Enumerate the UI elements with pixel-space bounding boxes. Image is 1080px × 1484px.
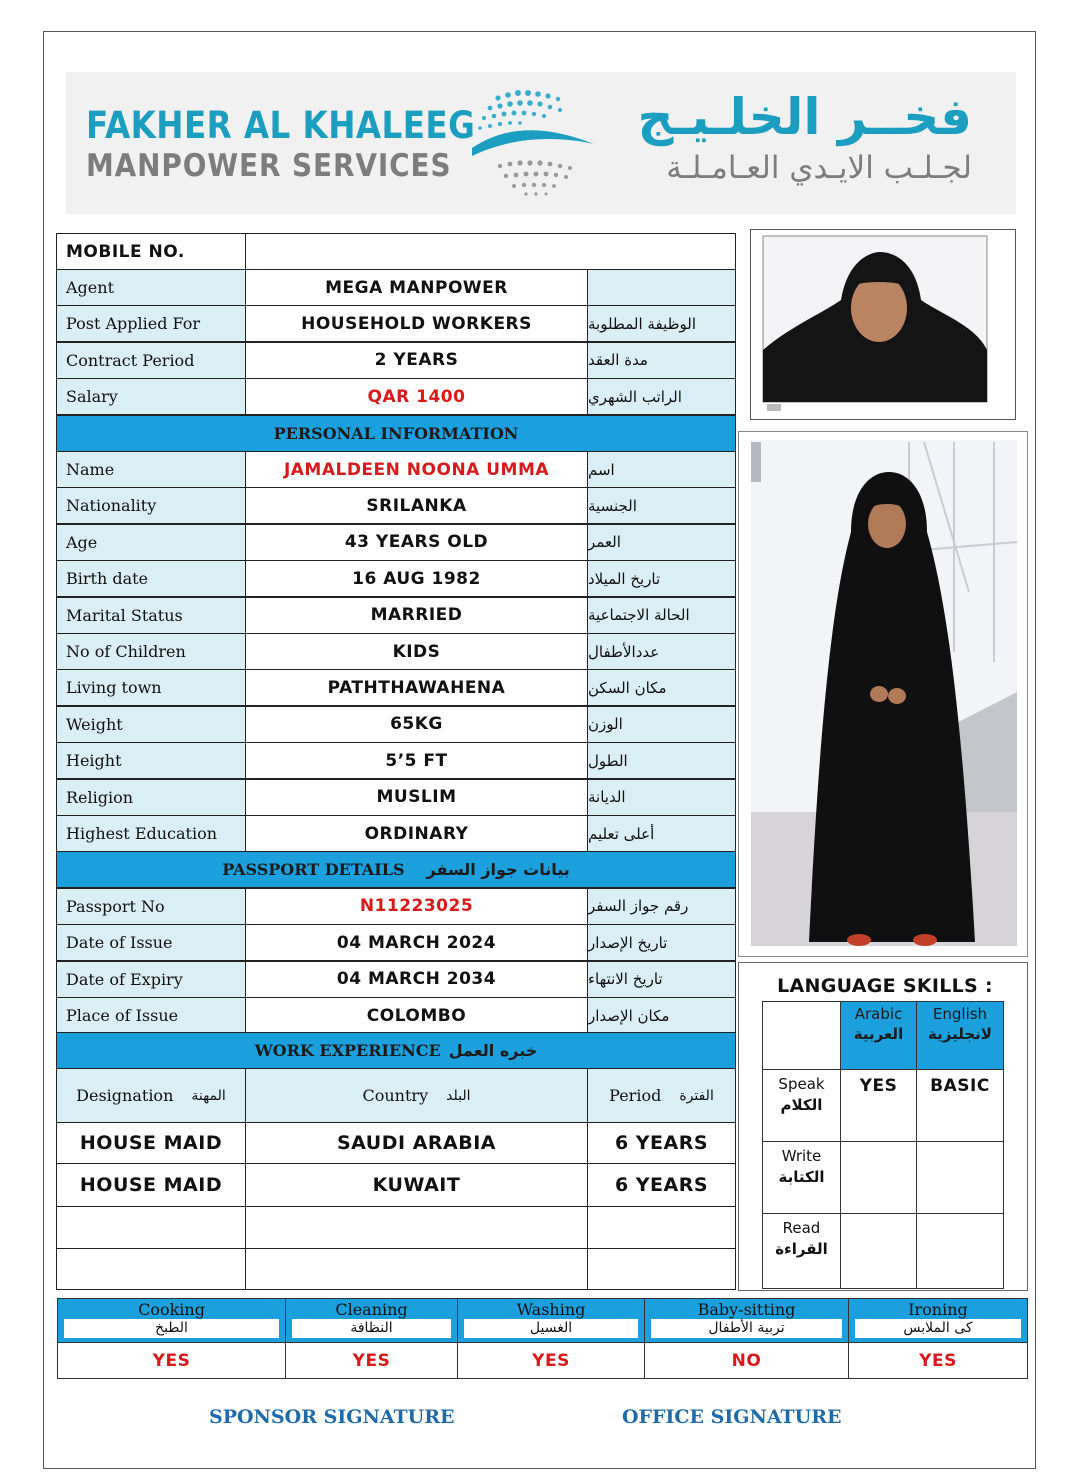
nationality-label: Nationality xyxy=(56,487,246,524)
work-country-cell xyxy=(245,1206,588,1249)
religion-label-ar: الديانة xyxy=(587,779,736,816)
birth-date-label-ar: تاريخ الميلاد xyxy=(587,560,736,597)
skill-header-baby-sitting xyxy=(644,1298,849,1343)
date-of-expiry-label: Date of Expiry xyxy=(56,961,246,998)
skill-value-cleaning: YES xyxy=(285,1342,458,1379)
age-label-ar: العمر xyxy=(587,524,736,561)
skill-header-cooking xyxy=(57,1298,286,1343)
passport-details-title xyxy=(56,851,736,888)
skill-name-ar: تربية الأطفال xyxy=(651,1319,842,1338)
language-corner-cell xyxy=(762,1001,841,1070)
language-english-value xyxy=(916,1141,1004,1214)
work-header-country xyxy=(245,1068,588,1123)
work-period-cell xyxy=(587,1206,736,1249)
skill-name-ar: کی الملابس xyxy=(855,1319,1021,1338)
height-label-ar: الطول xyxy=(587,742,736,779)
language-col-ar: لانجليزية xyxy=(928,1025,992,1043)
highest-education-value: ORDINARY xyxy=(245,815,588,852)
name-label-ar: اسم xyxy=(587,451,736,488)
salary-label-ar: الراتب الشهري xyxy=(587,378,736,415)
language-english-value xyxy=(916,1213,1004,1289)
passport-no-label: Passport No xyxy=(56,888,246,925)
name-value: JAMALDEEN NOONA UMMA xyxy=(245,451,588,488)
birth-date-label: Birth date xyxy=(56,560,246,597)
company-tagline-ar: لجـلـب الايـدي العـامـلـة xyxy=(666,150,972,186)
marital-status-value: MARRIED xyxy=(245,597,588,634)
work-period-cell xyxy=(587,1248,736,1290)
place-of-issue-label: Place of Issue xyxy=(56,997,246,1034)
period-header-ar: الفترة xyxy=(679,1087,714,1104)
skill-name-en: Washing xyxy=(516,1300,586,1319)
company-header xyxy=(66,72,1016,214)
skill-name-ar: النظافة xyxy=(292,1319,451,1338)
language-row-write xyxy=(762,1141,841,1214)
language-col-ar: العربية xyxy=(853,1025,904,1043)
language-row-en: Read xyxy=(782,1219,821,1237)
skill-header-ironing xyxy=(848,1298,1028,1343)
skill-name-en: Ironing xyxy=(908,1300,968,1319)
no-of-children-label-ar: عددالأطفال xyxy=(587,633,736,670)
salary-label: Salary xyxy=(56,378,246,415)
office-signature-label: OFFICE SIGNATURE xyxy=(622,1406,842,1428)
company-logo-icon xyxy=(468,86,598,198)
weight-value: 65KG xyxy=(245,706,588,743)
nationality-value: SRILANKA xyxy=(245,487,588,524)
sponsor-signature-label: SPONSOR SIGNATURE xyxy=(209,1406,455,1428)
living-town-value: PATHTHAWAHENA xyxy=(245,669,588,706)
place-of-issue-label-ar: مكان الإصدار xyxy=(587,997,736,1034)
period-header-en: Period xyxy=(609,1086,662,1105)
language-col-en: English xyxy=(932,1005,988,1023)
work-period-cell: 6 YEARS xyxy=(587,1163,736,1207)
post-applied-for-label-ar: الوظيفة المطلوبة xyxy=(587,305,736,342)
religion-value: MUSLIM xyxy=(245,779,588,816)
designation-header-en: Designation xyxy=(76,1086,174,1105)
skill-name-ar: الغسيل xyxy=(464,1319,638,1338)
living-town-label-ar: مكان السكن xyxy=(587,669,736,706)
age-value: 43 YEARS OLD xyxy=(245,524,588,561)
mobile-value xyxy=(245,233,736,270)
skill-name-en: Cleaning xyxy=(335,1300,408,1319)
work-experience-title xyxy=(56,1032,736,1069)
date-of-expiry-value: 04 MARCH 2034 xyxy=(245,961,588,998)
work-title-ar: خبره العمل xyxy=(448,1041,538,1060)
passport-no-value: N11223025 xyxy=(245,888,588,925)
language-row-ar: الكتابة xyxy=(778,1168,825,1186)
skill-value-baby-sitting: NO xyxy=(644,1342,849,1379)
no-of-children-value: KIDS xyxy=(245,633,588,670)
language-col-arabic xyxy=(840,1001,917,1070)
salary-value: QAR 1400 xyxy=(245,378,588,415)
skill-name-en: Cooking xyxy=(138,1300,205,1319)
language-row-ar: القراءة xyxy=(775,1240,828,1258)
language-row-en: Speak xyxy=(778,1075,825,1093)
skill-header-washing xyxy=(457,1298,645,1343)
language-col-english xyxy=(916,1001,1004,1070)
work-period-cell: 6 YEARS xyxy=(587,1122,736,1164)
designation-header-ar: المهنة xyxy=(191,1087,226,1104)
post-applied-for-value: HOUSEHOLD WORKERS xyxy=(245,305,588,342)
country-header-en: Country xyxy=(362,1086,429,1105)
religion-label: Religion xyxy=(56,779,246,816)
highest-education-label-ar: أعلى تعليم xyxy=(587,815,736,852)
language-col-en: Arabic xyxy=(854,1005,903,1023)
work-header-period xyxy=(587,1068,736,1123)
language-arabic-value xyxy=(840,1141,917,1214)
date-of-expiry-label-ar: تاريخ الانتهاء xyxy=(587,961,736,998)
company-name-en: FAKHER AL KHALEEG xyxy=(86,104,476,147)
height-value: 5’5 FT xyxy=(245,742,588,779)
birth-date-value: 16 AUG 1982 xyxy=(245,560,588,597)
language-row-en: Write xyxy=(781,1147,822,1165)
no-of-children-label: No of Children xyxy=(56,633,246,670)
country-header-ar: البلد xyxy=(446,1087,471,1104)
language-skills-title: LANGUAGE SKILLS : xyxy=(777,975,993,997)
language-row-ar: الكلام xyxy=(780,1096,823,1114)
full-body-photo-frame xyxy=(738,431,1028,957)
marital-status-label: Marital Status xyxy=(56,597,246,634)
work-country-cell xyxy=(245,1248,588,1290)
post-applied-for-label: Post Applied For xyxy=(56,305,246,342)
marital-status-label-ar: الحالة الاجتماعية xyxy=(587,597,736,634)
living-town-label: Living town xyxy=(56,669,246,706)
company-tagline-en: MANPOWER SERVICES xyxy=(86,148,452,184)
name-label: Name xyxy=(56,451,246,488)
place-of-issue-value: COLOMBO xyxy=(245,997,588,1034)
work-header-designation xyxy=(56,1068,246,1123)
contract-period-label-ar: مدة العقد xyxy=(587,342,736,379)
contract-period-value: 2 YEARS xyxy=(245,342,588,379)
weight-label-ar: الوزن xyxy=(587,706,736,743)
nationality-label-ar: الجنسية xyxy=(587,487,736,524)
agent-value: MEGA MANPOWER xyxy=(245,269,588,306)
skill-value-ironing: YES xyxy=(848,1342,1028,1379)
skill-value-washing: YES xyxy=(457,1342,645,1379)
passport-no-label-ar: رقم جواز السفر xyxy=(587,888,736,925)
language-arabic-value: YES xyxy=(840,1069,917,1142)
language-english-value: BASIC xyxy=(916,1069,1004,1142)
weight-label: Weight xyxy=(56,706,246,743)
work-country-cell: SAUDI ARABIA xyxy=(245,1122,588,1164)
height-label: Height xyxy=(56,742,246,779)
skill-name-ar: الطبخ xyxy=(64,1319,279,1338)
date-of-issue-label: Date of Issue xyxy=(56,924,246,961)
language-row-read xyxy=(762,1213,841,1289)
date-of-issue-label-ar: تاريخ الإصدار xyxy=(587,924,736,961)
work-designation-cell xyxy=(56,1206,246,1249)
contract-period-label: Contract Period xyxy=(56,342,246,379)
work-country-cell: KUWAIT xyxy=(245,1163,588,1207)
skill-name-en: Baby-sitting xyxy=(697,1300,796,1319)
company-name-ar: فخــر الخلـيـج xyxy=(637,88,972,146)
personal-information-title: PERSONAL INFORMATION xyxy=(56,415,736,452)
language-row-speak xyxy=(762,1069,841,1142)
work-designation-cell: HOUSE MAID xyxy=(56,1163,246,1207)
full-body-photo xyxy=(739,432,1028,957)
date-of-issue-value: 04 MARCH 2024 xyxy=(245,924,588,961)
language-arabic-value xyxy=(840,1213,917,1289)
highest-education-label: Highest Education xyxy=(56,815,246,852)
portrait-photo-frame xyxy=(750,229,1016,420)
agent-label-ar xyxy=(587,269,736,306)
work-designation-cell xyxy=(56,1248,246,1290)
mobile-label: MOBILE NO. xyxy=(56,233,246,270)
portrait-photo xyxy=(751,230,1016,420)
passport-title-ar: بيانات جواز السفر xyxy=(426,860,570,880)
work-designation-cell: HOUSE MAID xyxy=(56,1122,246,1164)
skill-header-cleaning xyxy=(285,1298,458,1343)
age-label: Age xyxy=(56,524,246,561)
passport-title-en: PASSPORT DETAILS xyxy=(222,860,405,880)
agent-label: Agent xyxy=(56,269,246,306)
work-title-en: WORK EXPERIENCE xyxy=(254,1041,441,1060)
skill-value-cooking: YES xyxy=(57,1342,286,1379)
